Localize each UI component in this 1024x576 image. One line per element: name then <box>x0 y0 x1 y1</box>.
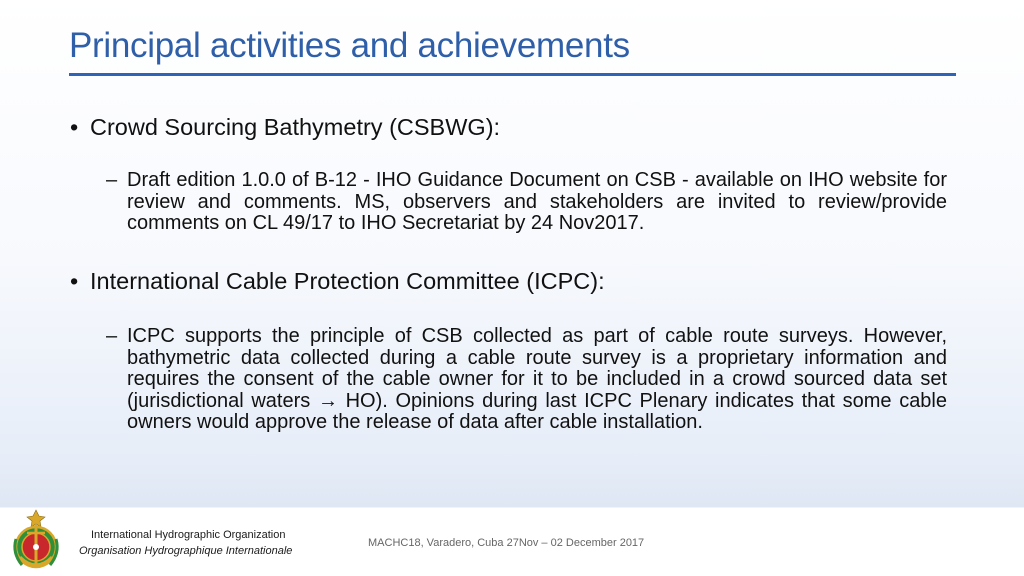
bullet-dot: • <box>70 114 79 140</box>
bullet-dot: • <box>70 268 79 294</box>
sub-item-text: Draft edition 1.0.0 of B-12 - IHO Guidance Document on CSB - available on IHO website for review and comments. MS, observers and stakeholders are invited to review/provide comments on CL 49/17 to IHO Secretariat by 24 Nov2017. <box>127 169 947 234</box>
sub-item-csb-draft <box>106 170 947 235</box>
bullet-csbwg <box>70 114 500 141</box>
footer-org-french: Organisation Hydrographique Internationale <box>79 545 293 557</box>
sub-item-icpc <box>106 326 947 434</box>
bullet-heading: International Cable Protection Committee (ICPC): <box>90 268 605 294</box>
arrow-right-icon: → <box>317 389 338 412</box>
bullet-icpc <box>70 268 605 295</box>
sub-item-text <box>127 326 947 434</box>
sub-text-part2: HO). Opinions during last ICPC Plenary indicates that some cable owners would approve the release of data after cable installation. <box>127 389 947 433</box>
footer-org-english: International Hydrographic Organization <box>91 529 286 541</box>
sub-text-part1: ICPC supports the principle of CSB collected as part of cable route surveys. However, bathymetric data collected during a cable route survey is a proprietary information and requires the consent of the cable owner for it to be included in a crowd sourced data set (jurisdictional waters <box>127 325 947 412</box>
iho-anchor-logo-icon <box>8 509 64 573</box>
title-underline <box>69 73 956 76</box>
dash-marker: – <box>106 325 118 347</box>
dash-marker: – <box>106 169 118 191</box>
bullet-heading: Crowd Sourcing Bathymetry (CSBWG): <box>90 114 501 140</box>
footer-event: MACHC18, Varadero, Cuba 27Nov – 02 December 2017 <box>368 537 645 549</box>
slide-title: Principal activities and achievements <box>69 26 630 65</box>
